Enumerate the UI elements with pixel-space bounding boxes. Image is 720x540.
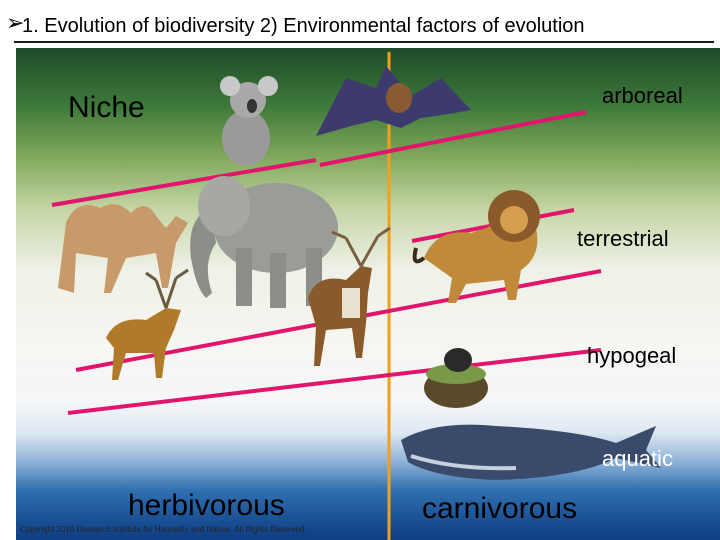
niche-label: Niche [68, 91, 145, 124]
arboreal-label: arboreal [602, 83, 683, 108]
hypogeal-label: hypogeal [587, 343, 677, 368]
title-underline [14, 41, 714, 43]
bat-icon [316, 66, 471, 136]
herbivorous-label: herbivorous [128, 489, 285, 522]
camel-icon [58, 204, 188, 293]
carnivorous-label: carnivorous [422, 492, 578, 525]
slide-title-bar [0, 0, 720, 44]
mole-mound-icon [424, 348, 488, 408]
terrestrial-label: terrestrial [577, 226, 669, 251]
deer-icon [106, 270, 188, 380]
copyright-notice: Copyright 2010 Research Institute for Humanity and Nature. All Rights Reserved. [20, 525, 307, 534]
divider-aquatic [68, 350, 601, 413]
aquatic-label: aquatic [602, 446, 673, 471]
slide-title: 1. Evolution of biodiversity 2) Environmental factors of evolution [22, 15, 585, 37]
niche-diagram [16, 48, 720, 540]
koala-icon [220, 76, 278, 166]
bullet-arrow-icon: ➢ [6, 10, 25, 35]
